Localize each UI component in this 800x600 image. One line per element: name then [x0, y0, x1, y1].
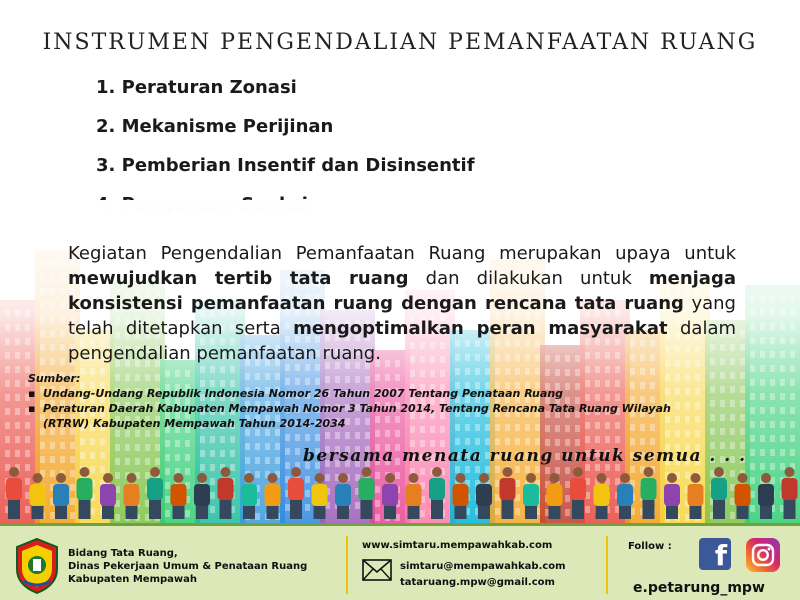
social-handle[interactable]: e.petarung_mpw: [633, 580, 765, 596]
instrument-item: 3. Pemberian Insentif dan Disinsentif: [96, 155, 475, 176]
follow-label: Follow :: [628, 541, 672, 552]
email-link[interactable]: tataruang.mpw@gmail.com: [400, 577, 555, 588]
divider: [606, 536, 608, 594]
sources-label: Sumber:: [28, 372, 81, 385]
sources-list: [28, 386, 708, 431]
slogan: bersama menata ruang untuk semua . . .: [303, 446, 747, 466]
source-item: ▪ Undang-Undang Republik Indonesia Nomor 26 Tahun 2007 Tentang Penataan Ruang: [28, 386, 708, 401]
regency-logo: [14, 537, 60, 595]
source-item: ▪ Peraturan Daerah Kabupaten Mempawah Nomor 3 Tahun 2014, Tentang Rencana Tata Ruang Wilayah (RTRW) Kabupaten Mempawah Tahun 2014-2034: [28, 401, 708, 431]
page-title: INSTRUMEN PENGENDALIAN PEMANFAATAN RUANG: [42, 30, 758, 55]
paragraph-text: yang telah ditetapkan serta: [68, 293, 736, 339]
paragraph-emphasis: menjaga konsistensi pemanfaatan ruang dengan rencana tata ruang: [68, 268, 736, 314]
instrument-item: 1. Peraturan Zonasi: [96, 77, 297, 98]
sources-block: [28, 371, 708, 431]
org-line: Kabupaten Mempawah: [68, 574, 198, 585]
instrument-item: 2. Mekanisme Perijinan: [96, 116, 334, 137]
instagram-glyph: [746, 538, 780, 572]
org-line: Bidang Tata Ruang,: [68, 548, 178, 559]
organization-info: [68, 547, 307, 586]
facebook-icon[interactable]: f: [699, 538, 731, 570]
description-paragraph: [68, 241, 736, 366]
website-link[interactable]: www.simtaru.mempawahkab.com: [362, 540, 553, 551]
org-line: Dinas Pekerjaan Umum & Penataan Ruang: [68, 561, 308, 572]
footer: [0, 523, 800, 600]
paragraph-text: Kegiatan Pengendalian Pemanfaatan Ruang merupakan upaya untuk: [68, 243, 736, 264]
paragraph-emphasis: mengoptimalkan peran masyarakat: [293, 318, 668, 339]
mail-icon: [362, 559, 392, 581]
email-link[interactable]: simtaru@mempawahkab.com: [400, 561, 566, 572]
paragraph-text: dalam pengendalian pemanfaatan ruang.: [68, 318, 737, 364]
paragraph-emphasis: mewujudkan tertib tata ruang: [68, 268, 409, 289]
instagram-icon[interactable]: [746, 538, 780, 572]
paragraph-text: dan dilakukan untuk: [408, 268, 649, 289]
divider: [346, 536, 348, 594]
